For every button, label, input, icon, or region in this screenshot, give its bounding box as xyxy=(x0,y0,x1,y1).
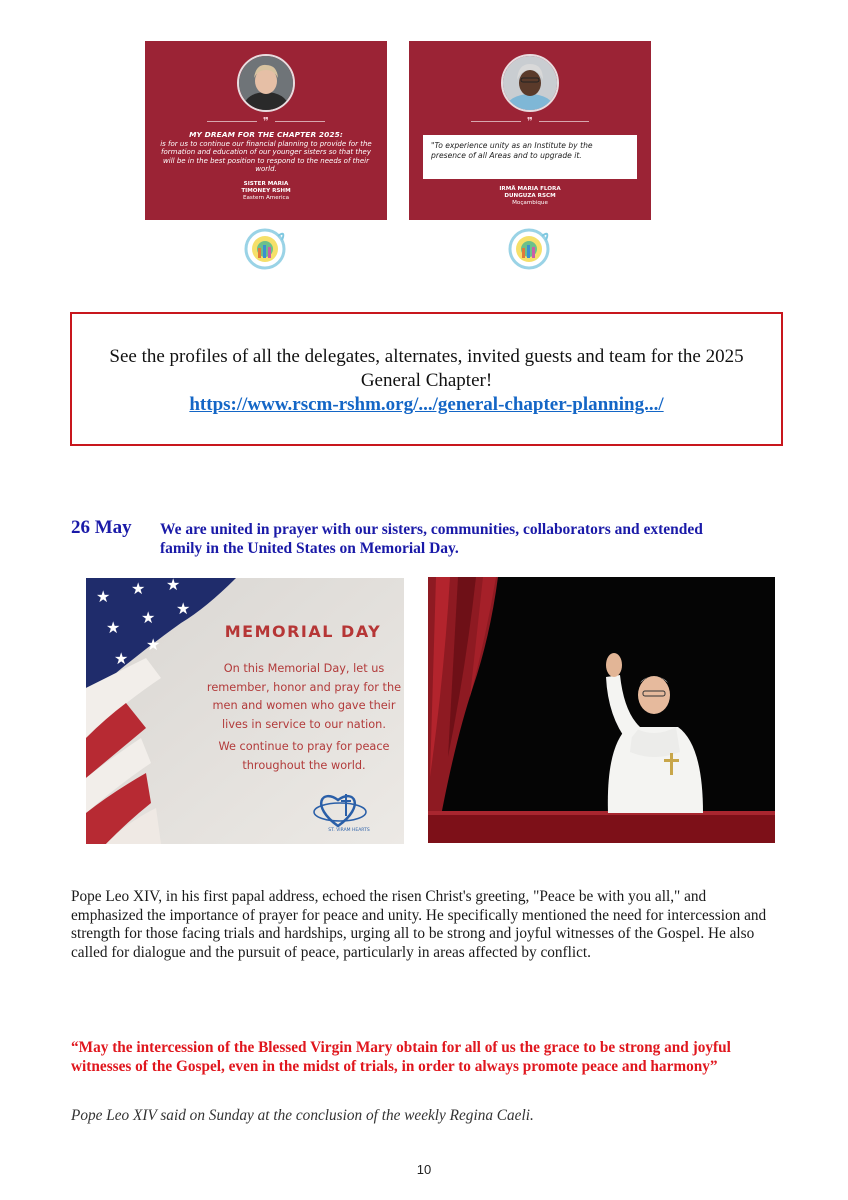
card-quote: "To experience unity as an Institute by the presence of all Areas and to upgrade it. xyxy=(423,135,637,179)
svg-text:★: ★ xyxy=(106,620,121,637)
highlight-quote: “May the intercession of the Blessed Virgin Mary obtain for all of us the grace to be strong and joyful witnesses of the Gospel, even in the midst of trials, in order to always promote peace and harmony” xyxy=(71,1039,731,1075)
memorial-title: MEMORIAL DAY xyxy=(224,622,382,641)
quote-divider xyxy=(409,116,651,127)
quote-divider xyxy=(145,116,387,127)
card-region: Moçambique xyxy=(512,200,548,206)
avatar xyxy=(501,54,559,112)
quote-card-timoney xyxy=(145,41,387,220)
card-name-line1: SISTER MARIA xyxy=(243,180,289,187)
quote-card-dunguza xyxy=(409,41,651,220)
quote-icon: ❞ xyxy=(263,115,269,128)
page-number: 10 xyxy=(416,1162,432,1177)
date-heading-text: We are united in prayer with our sisters, communities, collaborators and extended family in the United States on Memorial Day. xyxy=(160,521,703,557)
heart-logo-text: ST. VIRAM HEARTS xyxy=(328,828,370,833)
profiles-callout xyxy=(70,312,783,446)
quote-icon: ❞ xyxy=(527,115,533,128)
general-chapter-link[interactable]: https://www.rscm-rshm.org/.../general-chapter-planning.../ xyxy=(189,394,664,415)
svg-text:★: ★ xyxy=(131,581,146,598)
pope-leo-photo xyxy=(428,577,775,843)
svg-text:★: ★ xyxy=(96,589,111,606)
svg-text:★: ★ xyxy=(141,610,156,627)
svg-text:★: ★ xyxy=(166,578,181,594)
card-body: is for us to continue our financial planning to provide for the formation and education of our younger sisters so that they will be in the best position to respond to the needs of their world. xyxy=(160,140,372,174)
card-region: Eastern America xyxy=(242,194,290,201)
card-name-line2: DUNGUZA RSCM xyxy=(504,193,556,199)
svg-text:★: ★ xyxy=(146,637,161,654)
card-name-line2: TIMONEY RSHM xyxy=(241,187,291,194)
chapter-logo-icon xyxy=(506,226,552,272)
svg-text:★: ★ xyxy=(176,601,191,618)
avatar xyxy=(237,54,295,112)
date-label: 26 May xyxy=(71,517,132,538)
card-title: MY DREAM FOR THE CHAPTER 2025: xyxy=(189,130,343,139)
profiles-text: See the profiles of all the delegates, alternates, invited guests and team for the 2025 General Chapter! xyxy=(109,346,744,391)
card-name-line1: IRMÃ MARIA FLORA xyxy=(499,186,561,192)
svg-text:★: ★ xyxy=(114,651,129,668)
quote-attribution: Pope Leo XIV said on Sunday at the conclusion of the weekly Regina Caeli. xyxy=(71,1107,534,1124)
memorial-body: On this Memorial Day, let us remember, honor and pray for the men and women who gave their lives in service to our nation. xyxy=(206,662,402,731)
memorial-body-2: We continue to pray for peace throughout the world. xyxy=(218,740,390,772)
chapter-logo-icon xyxy=(242,226,288,272)
body-paragraph: Pope Leo XIV, in his first papal address, echoed the risen Christ's greeting, "Peace be with you all," and emphasized the importance of prayer for peace and unity. He specifically mentioned the need for intercession and strength for those facing trials and hardships, urging all to be strong and joyful witnesses of the Gospel. He also called for dialogue and the pursuit of peace, particularly in areas affected by conflict. xyxy=(71,888,767,961)
memorial-day-image xyxy=(86,578,404,844)
